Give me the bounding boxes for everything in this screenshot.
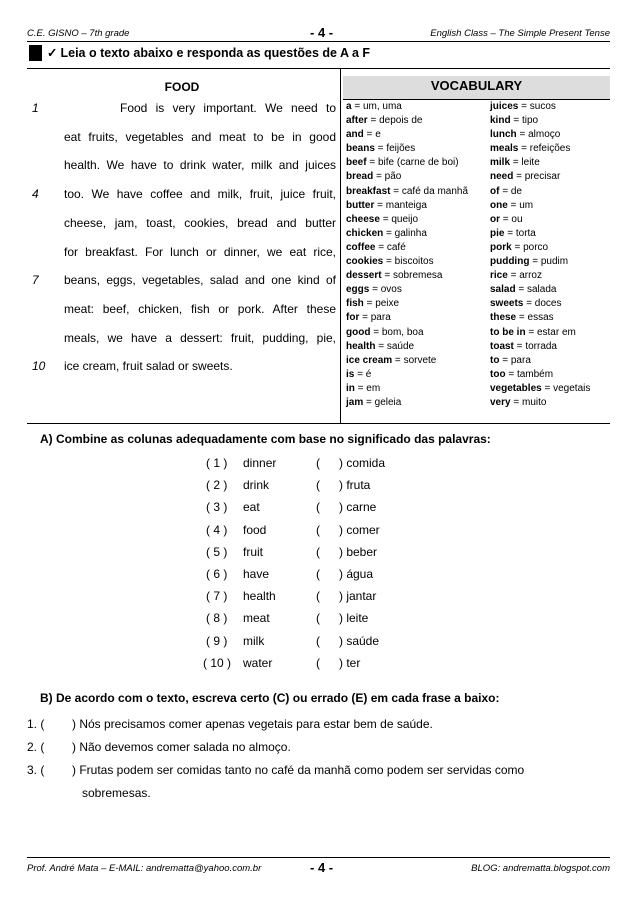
vocabulary-entry <box>346 170 468 184</box>
vocabulary-meaning: torrada <box>525 340 557 352</box>
food-title: FOOD <box>164 80 200 94</box>
vocabulary-meaning: café <box>386 241 406 253</box>
vocabulary-meaning: depois de <box>379 115 423 127</box>
matching-number: ( 10 ) <box>203 655 232 670</box>
vocabulary-word: a <box>346 101 352 112</box>
vocabulary-equals: = <box>369 284 381 296</box>
vocabulary-entry <box>346 396 468 410</box>
vocabulary-equals: = <box>375 241 387 253</box>
vocabulary-word: eggs <box>346 284 370 296</box>
vocabulary-word: to <box>490 354 500 366</box>
matching-english-word: drink <box>243 478 270 493</box>
vocabulary-meaning: ou <box>511 213 523 225</box>
vocabulary-meaning: doces <box>534 298 562 310</box>
item-text: sobremesas. <box>82 786 151 800</box>
vocabulary-entry <box>346 311 468 325</box>
vocabulary-entry <box>490 100 590 114</box>
food-text-line: eat fruits, vegetables and meat to be in good <box>64 129 336 144</box>
vocabulary-word: for <box>346 312 360 324</box>
vocabulary-entry <box>490 156 590 170</box>
matching-number: ( 7 ) <box>206 589 228 604</box>
vocabulary-meaning: de <box>510 185 522 197</box>
vocabulary-equals: = <box>500 213 512 225</box>
item-text: ) Nós precisamos comer apenas vegetais para estar bem de saúde. <box>72 717 433 731</box>
vocabulary-word: to be in <box>490 326 526 338</box>
vocabulary-entry <box>490 382 590 396</box>
vocabulary-meaning: refeições <box>529 143 571 155</box>
vocabulary-entry <box>490 170 590 184</box>
vocabulary-meaning: torta <box>515 227 536 239</box>
matching-number: ( 6 ) <box>206 567 228 581</box>
vocabulary-title: VOCABULARY <box>343 76 610 100</box>
page-header <box>27 27 610 41</box>
vocabulary-word: salad <box>490 284 516 296</box>
vocabulary-meaning: essas <box>527 312 554 324</box>
vocabulary-word: coffee <box>346 241 376 253</box>
vocabulary-entry <box>346 241 468 255</box>
vocabulary-entry <box>346 368 468 382</box>
vocabulary-equals: = <box>513 340 526 352</box>
vocabulary-word: in <box>346 382 355 394</box>
line-number: 1 <box>32 101 39 115</box>
vocabulary-equals: = <box>516 312 528 324</box>
vocabulary-meaning: precisar <box>524 171 561 183</box>
vocabulary-entry <box>346 114 468 128</box>
vocabulary-entry <box>490 213 590 227</box>
vocabulary-entry <box>490 354 590 368</box>
vocabulary-word: breakfast <box>346 185 391 197</box>
vocabulary-meaning: um <box>519 199 534 211</box>
vocabulary-equals: = <box>499 185 511 197</box>
matching-portuguese-word: ) carne <box>339 500 377 515</box>
vocabulary-equals: = <box>367 115 380 127</box>
vocabulary-word: rice <box>490 270 508 282</box>
vocabulary-word: bread <box>346 171 374 183</box>
matching-english-word: have <box>243 567 270 581</box>
vocabulary-equals: = <box>392 354 404 366</box>
matching-portuguese-word: ) água <box>339 567 374 581</box>
vocabulary-entry <box>346 340 468 354</box>
item-text: ) Não devemos comer salada no almoço. <box>72 740 291 754</box>
matching-answer-blank: ( <box>316 478 320 493</box>
vocabulary-meaning: geleia <box>374 396 402 408</box>
vocabulary-word: pie <box>490 227 505 239</box>
vocabulary-equals: = <box>511 241 524 253</box>
matching-answer-blank: ( <box>316 633 320 648</box>
vocabulary-meaning: vegetais <box>553 382 591 394</box>
instruction-bar <box>27 45 610 61</box>
vocabulary-meaning: queijo <box>391 213 419 225</box>
matching-portuguese-word: ) comida <box>339 456 386 470</box>
vocabulary-entry <box>490 311 590 325</box>
vocabulary-equals: = <box>515 284 527 296</box>
vocabulary-meaning: para <box>510 354 531 366</box>
vocabulary-equals: = <box>374 143 387 155</box>
vocabulary-equals: = <box>375 340 387 352</box>
vocabulary-word: ice cream <box>346 354 393 366</box>
matching-row <box>206 523 426 541</box>
matching-answer-blank: ( <box>316 456 320 470</box>
vocabulary-word: jam <box>346 396 364 408</box>
matching-number: ( 9 ) <box>206 633 228 648</box>
vocabulary-equals: = <box>523 298 535 310</box>
vocabulary-left-column <box>346 100 468 410</box>
vocabulary-meaning: saúde <box>386 340 415 352</box>
vocabulary-meaning: pão <box>384 171 402 183</box>
vocabulary-equals: = <box>513 171 525 183</box>
section-a-title: A) Combine as colunas adequadamente com base no significado das palavras: <box>40 432 491 446</box>
matching-portuguese-word: ) comer <box>339 522 380 537</box>
matching-row <box>206 456 426 474</box>
vocabulary-entry <box>490 128 590 142</box>
matching-answer-blank: ( <box>316 500 320 515</box>
vocabulary-equals: = <box>363 298 376 310</box>
vocabulary-equals: = <box>510 157 522 169</box>
footer-author: Prof. André Mata – E-MAIL: andrematta@yahoo.com.br <box>27 863 262 874</box>
header-course: English Class – The Simple Present Tense <box>430 28 610 39</box>
vocabulary-meaning: leite <box>521 157 540 169</box>
vocabulary-equals: = <box>507 199 520 211</box>
vocabulary-entry <box>346 142 468 156</box>
matching-portuguese-word: ) jantar <box>339 589 377 604</box>
vocabulary-equals: = <box>363 396 375 408</box>
vocabulary-word: after <box>346 115 368 127</box>
vocabulary-equals: = <box>359 312 371 324</box>
vocabulary-word: and <box>346 129 364 141</box>
vocabulary-equals: = <box>381 270 393 282</box>
matching-portuguese-word: ) beber <box>339 544 378 559</box>
vocabulary-word: milk <box>490 157 511 169</box>
vocabulary-entry <box>490 199 590 213</box>
line-number: 10 <box>32 359 46 374</box>
vocabulary-equals: = <box>507 270 520 282</box>
matching-row <box>206 567 426 585</box>
vocabulary-equals: = <box>370 326 382 338</box>
vocabulary-word: is <box>346 368 355 380</box>
vocabulary-entry <box>346 297 468 311</box>
vocabulary-equals: = <box>390 185 402 197</box>
vocabulary-word: or <box>490 213 500 225</box>
vocabulary-entry <box>346 255 468 269</box>
food-text-line: for breakfast. For lunch or dinner, we eat rice, <box>64 244 336 259</box>
food-text-line: ice cream, fruit salad or sweets. <box>64 359 233 374</box>
food-text-line: cheese, jam, toast, cookies, bread and butter <box>64 215 336 230</box>
matching-row <box>206 478 426 496</box>
vocabulary-word: these <box>490 312 517 324</box>
matching-portuguese-word: ) fruta <box>339 478 371 493</box>
vocabulary-entry <box>490 255 590 269</box>
vocabulary-equals: = <box>504 227 516 239</box>
vocabulary-meaning: sobremesa <box>392 270 443 282</box>
vocabulary-meaning: em <box>366 382 381 394</box>
vocabulary-word: very <box>490 396 511 408</box>
vocabulary-equals: = <box>351 101 363 112</box>
food-text-line: beans, eggs, vegetables, salad and one kind of <box>64 273 336 288</box>
table-bottom-rule <box>27 423 610 424</box>
matching-row <box>206 545 426 563</box>
footer-page-number: - 4 - <box>310 860 334 875</box>
matching-english-word: dinner <box>243 456 277 470</box>
vocabulary-entry <box>490 227 590 241</box>
vocabulary-meaning: sucos <box>529 101 556 112</box>
vocabulary-entry <box>346 283 468 297</box>
vocabulary-meaning: pudim <box>540 256 569 268</box>
vocabulary-word: pork <box>490 241 512 253</box>
matching-answer-blank: ( <box>316 567 320 581</box>
matching-english-word: eat <box>243 500 260 515</box>
instruction-text: Leia o texto abaixo e responda as questões de A a F <box>60 46 371 60</box>
item-number: 1. ( <box>27 717 45 731</box>
matching-number: ( 1 ) <box>206 456 228 470</box>
matching-number: ( 3 ) <box>206 500 228 515</box>
vocabulary-word: too <box>490 368 506 380</box>
vocabulary-word: need <box>490 171 514 183</box>
vocabulary-meaning: um, uma <box>362 101 402 112</box>
vocabulary-equals: = <box>529 256 541 268</box>
vocabulary-equals: = <box>383 227 395 239</box>
vocabulary-equals: = <box>354 382 367 394</box>
footer-rule <box>27 857 610 858</box>
vocabulary-word: of <box>490 185 500 197</box>
vocabulary-entry <box>490 396 590 410</box>
vocabulary-meaning: galinha <box>394 227 427 239</box>
vocabulary-word: one <box>490 199 508 211</box>
header-page-number: - 4 - <box>310 25 334 40</box>
matching-english-word: food <box>243 522 267 537</box>
item-text: ) Frutas podem ser comidas tanto no café da manhã como podem ser servidas como <box>72 763 525 777</box>
food-text-line: health. We have to drink water, milk and juices <box>64 158 336 173</box>
vocabulary-word: pudding <box>490 256 530 268</box>
section-b-title: B) De acordo com o texto, escreva certo (C) ou errado (E) em cada frase a baixo: <box>40 691 500 705</box>
vocabulary-entry <box>490 142 590 156</box>
vocabulary-equals: = <box>541 382 554 394</box>
matching-portuguese-word: ) saúde <box>339 633 380 648</box>
line-number: 7 <box>32 273 39 288</box>
vocabulary-meaning: ovos <box>380 284 402 296</box>
vocabulary-entry <box>490 269 590 283</box>
vocabulary-meaning: café da manhã <box>401 185 469 197</box>
vocabulary-entry <box>346 382 468 396</box>
footer-blog: BLOG: andrematta.blogspot.com <box>471 863 610 874</box>
matching-answer-blank: ( <box>316 589 320 604</box>
vocabulary-word: cookies <box>346 256 384 268</box>
vocabulary-equals: = <box>518 101 530 112</box>
page-footer <box>27 862 610 876</box>
vocabulary-meaning: bife (carne de boi) <box>377 157 459 169</box>
vocabulary-entry <box>346 185 468 199</box>
vocabulary-entry <box>490 326 590 340</box>
matching-answer-blank: ( <box>316 655 320 670</box>
matching-number: ( 4 ) <box>206 522 228 537</box>
vocabulary-meaning: tipo <box>521 115 539 127</box>
header-rule <box>27 41 610 42</box>
matching-number: ( 5 ) <box>206 544 228 559</box>
matching-portuguese-word: ) ter <box>339 655 361 670</box>
vocabulary-entry <box>490 368 590 382</box>
vocabulary-meaning: bom, boa <box>381 326 424 338</box>
vocabulary-word: meals <box>490 143 519 155</box>
vocabulary-entry <box>490 241 590 255</box>
vocabulary-meaning: e <box>375 129 381 141</box>
vocabulary-entry <box>490 297 590 311</box>
vocabulary-entry <box>346 199 468 213</box>
matching-english-word: health <box>243 589 276 604</box>
vocabulary-entry <box>346 269 468 283</box>
food-text-line: Food is very important. We need to <box>120 101 336 115</box>
food-text-line: too. We have coffee and milk, fruit, juice fruit, <box>64 187 336 202</box>
vocabulary-meaning: almoço <box>528 129 561 141</box>
matching-number: ( 8 ) <box>206 611 228 626</box>
item-number: 3. ( <box>27 763 45 777</box>
matching-row <box>206 611 426 629</box>
vocabulary-word: lunch <box>490 129 517 141</box>
vocabulary-meaning: porco <box>523 241 549 253</box>
vocabulary-word: kind <box>490 115 511 127</box>
vocabulary-meaning: biscoitos <box>394 256 434 268</box>
vocabulary-entry <box>346 128 468 142</box>
vocabulary-meaning: arroz <box>519 270 542 282</box>
vocabulary-entry <box>346 227 468 241</box>
matching-row <box>203 655 426 674</box>
vocabulary-meaning: salada <box>526 284 557 296</box>
vocabulary-equals: = <box>499 354 511 366</box>
vocabulary-right-column <box>490 100 590 410</box>
matching-english-word: fruit <box>243 544 264 559</box>
vocabulary-equals: = <box>374 199 386 211</box>
food-text-line: meat: beef, chicken, fish or pork. After these <box>64 301 336 316</box>
matching-row <box>206 634 426 652</box>
vocabulary-equals: = <box>525 326 537 338</box>
vocabulary-entry <box>346 213 468 227</box>
matching-number: ( 2 ) <box>206 478 228 493</box>
vocabulary-word: cheese <box>346 213 380 225</box>
vocabulary-meaning: muito <box>521 396 547 408</box>
food-text-line: meals, we have a dessert: fruit, pudding, pie, <box>64 330 336 345</box>
vocabulary-word: juices <box>490 101 519 112</box>
vocabulary-meaning: é <box>365 368 372 380</box>
vocabulary-equals: = <box>366 157 378 169</box>
vocabulary-word: vegetables <box>490 382 542 394</box>
vocabulary-entry <box>346 326 468 340</box>
vocabulary-meaning: peixe <box>375 298 400 310</box>
vocabulary-entry <box>490 185 590 199</box>
vocabulary-meaning: estar em <box>536 326 576 338</box>
matching-answer-blank: ( <box>316 611 320 626</box>
matching-english-word: water <box>243 655 273 670</box>
vocabulary-equals: = <box>373 171 385 183</box>
vocabulary-word: good <box>346 326 371 338</box>
item-number: 2. ( <box>27 740 45 754</box>
vocabulary-entry <box>490 114 590 128</box>
vocabulary-equals: = <box>510 115 522 127</box>
vocabulary-entry <box>490 340 590 354</box>
vocabulary-equals: = <box>363 129 376 141</box>
vocabulary-word: beans <box>346 143 375 155</box>
vocabulary-word: toast <box>490 340 514 352</box>
vocabulary-meaning: feijões <box>386 143 416 155</box>
line-number: 4 <box>32 187 39 202</box>
matching-english-word: milk <box>243 633 265 648</box>
vocabulary-word: dessert <box>346 270 382 282</box>
matching-english-word: meat <box>243 611 270 626</box>
vocabulary-equals: = <box>354 368 366 380</box>
vocabulary-meaning: também <box>516 368 554 380</box>
vocabulary-meaning: para <box>370 312 391 324</box>
vocabulary-equals: = <box>516 129 529 141</box>
instruction-marker <box>29 45 42 61</box>
checkmark-icon: ✓ <box>47 46 58 60</box>
vocabulary-word: butter <box>346 199 375 211</box>
vocabulary-word: beef <box>346 157 367 169</box>
vocabulary-equals: = <box>383 256 395 268</box>
vocabulary-word: health <box>346 340 376 352</box>
vocabulary-entry <box>346 156 468 170</box>
matching-row <box>206 500 426 518</box>
vocabulary-entry <box>346 100 468 114</box>
vocabulary-entry <box>346 354 468 368</box>
matching-answer-blank: ( <box>316 522 320 537</box>
vocabulary-equals: = <box>379 213 392 225</box>
matching-answer-blank: ( <box>316 544 320 559</box>
column-divider <box>340 68 341 423</box>
vocabulary-word: chicken <box>346 227 384 239</box>
vocabulary-meaning: sorvete <box>403 354 437 366</box>
vocabulary-equals: = <box>505 368 517 380</box>
matching-row <box>206 589 426 607</box>
vocabulary-meaning: manteiga <box>385 199 427 211</box>
matching-portuguese-word: ) leite <box>339 611 369 626</box>
vocabulary-word: fish <box>346 298 364 310</box>
table-top-rule <box>27 68 610 69</box>
vocabulary-entry <box>490 283 590 297</box>
vocabulary-word: sweets <box>490 298 524 310</box>
vocabulary-equals: = <box>510 396 522 408</box>
header-school: C.E. GISNO – 7th grade <box>27 28 130 39</box>
vocabulary-equals: = <box>518 143 530 155</box>
